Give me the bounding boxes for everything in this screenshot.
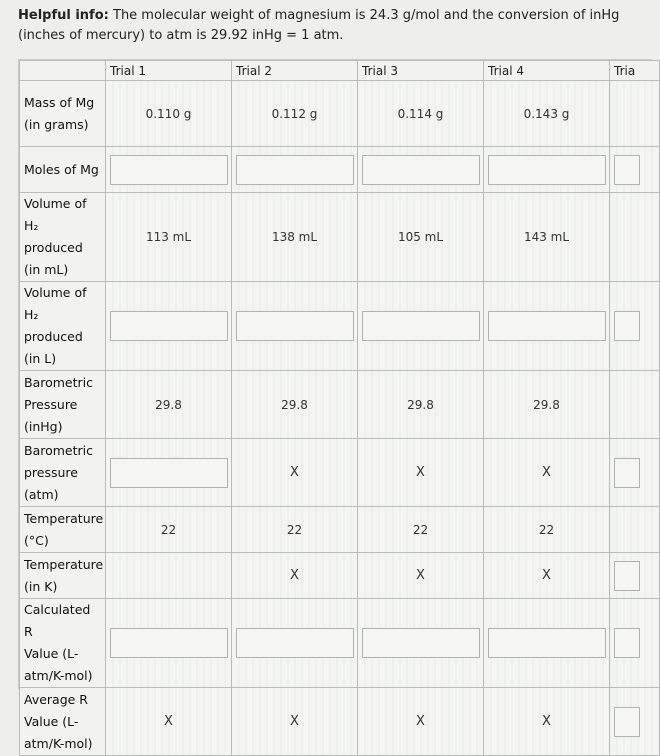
row-label — [20, 282, 106, 371]
value-cell — [106, 81, 232, 147]
answer-input-cell[interactable] — [610, 599, 660, 688]
value-cell — [232, 81, 358, 147]
value-cell — [358, 371, 484, 439]
value-cell — [106, 688, 232, 756]
helpful-info-text: The molecular weight of magnesium is 24.3 g/mol and the conversion of inHg (inches of mercury) to atm is 29.92 inHg = 1 atm. — [18, 8, 620, 43]
answer-input[interactable] — [614, 561, 640, 591]
table-row — [20, 147, 660, 193]
answer-input[interactable] — [614, 155, 640, 185]
row-label — [20, 439, 106, 507]
header-row — [20, 61, 660, 81]
answer-input-cell[interactable] — [232, 147, 358, 193]
table-row — [20, 81, 660, 147]
x-mark: X — [416, 714, 425, 729]
value-cell — [358, 688, 484, 756]
row-label-line: (°C) — [24, 532, 49, 548]
answer-input[interactable] — [110, 628, 228, 658]
value-cell — [232, 553, 358, 599]
answer-input-cell[interactable] — [358, 147, 484, 193]
value-cell — [358, 439, 484, 507]
row-label-line: Value (L- — [24, 713, 79, 729]
answer-input-cell[interactable] — [232, 282, 358, 371]
row-label-line: Average R — [24, 691, 88, 707]
header-corner — [20, 61, 106, 81]
answer-input[interactable] — [488, 311, 606, 341]
x-mark: X — [416, 568, 425, 583]
table-row — [20, 599, 660, 688]
x-mark: X — [542, 568, 551, 583]
table-row — [20, 282, 660, 371]
cell-value: 29.8 — [533, 397, 560, 412]
value-cell — [232, 193, 358, 282]
answer-input[interactable] — [614, 311, 640, 341]
row-label-line: pressure — [24, 464, 78, 480]
cell-value: 143 mL — [523, 230, 570, 244]
row-label-line: Barometric — [24, 442, 94, 458]
cell-value: 105 mL — [397, 230, 444, 244]
value-cell — [484, 507, 610, 553]
table-row — [20, 553, 660, 599]
row-label-line: atm/K-mol) — [24, 668, 93, 683]
answer-input-cell[interactable] — [484, 599, 610, 688]
answer-input[interactable] — [110, 458, 228, 488]
value-cell — [232, 507, 358, 553]
cell-value: 22 — [412, 522, 429, 537]
row-label-line: Temperature — [24, 556, 104, 572]
cell-value: 22 — [538, 522, 555, 537]
answer-input-cell[interactable] — [106, 439, 232, 507]
answer-input-cell[interactable] — [106, 282, 232, 371]
answer-input[interactable] — [362, 311, 480, 341]
value-cell — [232, 439, 358, 507]
x-mark: X — [542, 714, 551, 729]
row-label-line: (inHg) — [24, 418, 63, 434]
cell-value: 0.112 g — [271, 106, 318, 121]
cell-value: 138 mL — [271, 230, 318, 244]
answer-input-cell[interactable] — [610, 282, 660, 371]
row-label — [20, 507, 106, 553]
answer-input[interactable] — [614, 628, 640, 658]
value-cell — [484, 688, 610, 756]
value-cell — [610, 193, 660, 282]
table-row — [20, 371, 660, 439]
row-label-line: Volume of — [24, 196, 87, 211]
value-cell — [232, 371, 358, 439]
answer-input[interactable] — [236, 628, 354, 658]
row-label — [20, 193, 106, 282]
value-cell — [484, 553, 610, 599]
table-row — [20, 439, 660, 507]
value-cell — [484, 371, 610, 439]
value-cell — [610, 507, 660, 553]
value-cell — [484, 81, 610, 147]
answer-input-cell[interactable] — [610, 553, 660, 599]
header-trial-5: Tria — [610, 61, 660, 81]
row-label-line: Volume of — [24, 285, 87, 300]
answer-input[interactable] — [362, 155, 480, 185]
table-row — [20, 507, 660, 553]
row-label-line: Moles of Mg — [24, 161, 99, 177]
row-label-line: atm/K-mol) — [24, 735, 93, 751]
row-label-line: (atm) — [24, 486, 59, 502]
answer-input[interactable] — [488, 628, 606, 658]
answer-input-cell[interactable] — [610, 688, 660, 756]
row-label-line: Temperature — [24, 510, 104, 526]
row-label-line: Calculated R — [24, 602, 91, 639]
value-cell — [106, 553, 232, 599]
row-label — [20, 688, 106, 756]
row-label — [20, 553, 106, 599]
value-cell — [232, 688, 358, 756]
answer-input-cell[interactable] — [106, 599, 232, 688]
answer-input-cell[interactable] — [106, 147, 232, 193]
value-cell — [106, 193, 232, 282]
value-cell — [484, 439, 610, 507]
header-trial-3: Trial 3 — [358, 61, 484, 81]
cell-value: 29.8 — [407, 397, 434, 412]
row-label-line: Mass of Mg — [24, 94, 95, 110]
row-label — [20, 81, 106, 147]
answer-input-cell[interactable] — [358, 599, 484, 688]
answer-input[interactable] — [236, 311, 354, 341]
x-mark: X — [416, 465, 425, 480]
data-table — [19, 60, 660, 756]
answer-input-cell[interactable] — [232, 599, 358, 688]
cell-value: 0.143 g — [523, 106, 570, 121]
x-mark: X — [164, 714, 173, 729]
answer-input[interactable] — [614, 458, 640, 488]
value-cell — [484, 193, 610, 282]
row-label-line: Barometric — [24, 374, 94, 390]
x-mark: X — [542, 465, 551, 480]
x-mark: X — [290, 714, 299, 729]
x-mark: X — [290, 568, 299, 583]
answer-input[interactable] — [614, 707, 640, 737]
table-row — [20, 688, 660, 756]
header-trial-1: Trial 1 — [106, 61, 232, 81]
cell-value: 113 mL — [145, 230, 192, 244]
row-label-line: H₂ produced — [24, 307, 83, 344]
answer-input[interactable] — [236, 155, 354, 185]
row-label — [20, 599, 106, 688]
row-label-line: (in K) — [24, 578, 58, 594]
value-cell — [106, 371, 232, 439]
cell-value: 22 — [286, 522, 303, 537]
value-cell — [358, 507, 484, 553]
cell-value: 29.8 — [155, 397, 182, 412]
answer-input-cell[interactable] — [610, 439, 660, 507]
value-cell — [610, 371, 660, 439]
answer-input-cell[interactable] — [484, 147, 610, 193]
answer-input-cell[interactable] — [484, 282, 610, 371]
row-label — [20, 371, 106, 439]
cell-value: 22 — [160, 522, 177, 537]
table-row — [20, 193, 660, 282]
answer-input[interactable] — [362, 628, 480, 658]
value-cell — [358, 81, 484, 147]
value-cell — [610, 81, 660, 147]
answer-input[interactable] — [110, 155, 228, 185]
row-label-line: (in mL) — [24, 262, 69, 277]
cell-value: 29.8 — [281, 397, 308, 412]
row-label — [20, 147, 106, 193]
value-cell — [358, 553, 484, 599]
header-trial-4: Trial 4 — [484, 61, 610, 81]
answer-input[interactable] — [110, 311, 228, 341]
row-label-line: Value (L- — [24, 646, 79, 661]
helpful-info — [18, 6, 638, 46]
cell-value: 0.114 g — [397, 106, 444, 121]
row-label-line: (in L) — [24, 351, 57, 366]
answer-input-cell[interactable] — [610, 147, 660, 193]
answer-input[interactable] — [488, 155, 606, 185]
helpful-info-label: Helpful info: — [18, 8, 109, 23]
value-cell — [358, 193, 484, 282]
x-mark: X — [290, 465, 299, 480]
header-trial-2: Trial 2 — [232, 61, 358, 81]
row-label-line: H₂ produced — [24, 218, 83, 255]
value-cell — [106, 507, 232, 553]
answer-input-cell[interactable] — [358, 282, 484, 371]
row-label-line: Pressure — [24, 396, 78, 412]
cell-value: 0.110 g — [145, 106, 192, 121]
data-table-container — [18, 59, 652, 751]
row-label-line: (in grams) — [24, 116, 89, 132]
